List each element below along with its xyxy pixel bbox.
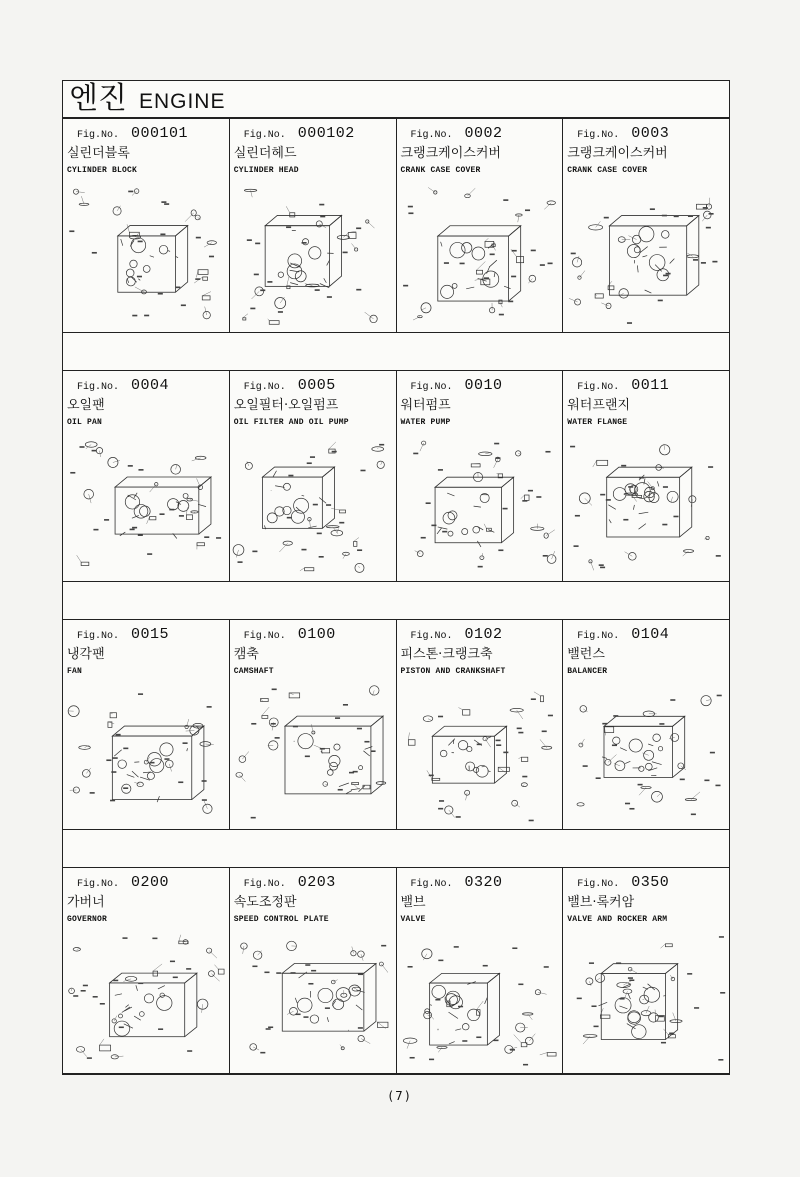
figure-cell[interactable] [397, 620, 564, 829]
part-name-korean: 냉각팬 [67, 647, 105, 662]
figure-number: 0015 [131, 626, 170, 643]
part-name-english: OIL FILTER AND OIL PUMP [233, 418, 349, 427]
part-name-english: VALVE [400, 915, 426, 924]
figure-cell[interactable] [63, 868, 230, 1073]
part-name-english: FAN [67, 667, 83, 676]
exploded-parts-diagram [399, 682, 561, 827]
figure-row [63, 370, 729, 582]
figure-number-line [244, 374, 392, 394]
figure-cell[interactable] [230, 620, 397, 829]
figure-cell[interactable] [63, 620, 230, 829]
exploded-parts-diagram [399, 930, 561, 1071]
part-name-korean: 크랭크케이스커버 [567, 146, 668, 161]
fig-label: Fig.No. [243, 631, 286, 642]
figure-number: 0102 [464, 626, 503, 643]
exploded-parts-diagram [65, 181, 227, 330]
figure-number-line [411, 374, 559, 394]
part-name-korean: 워터프랜지 [567, 398, 631, 413]
figure-cell[interactable] [563, 371, 729, 581]
part-name-korean: 워터펌프 [400, 398, 451, 413]
exploded-parts-diagram [565, 433, 727, 579]
page-number: (7) [388, 1089, 412, 1103]
figure-number: 000101 [131, 125, 189, 142]
section-header [63, 81, 729, 118]
figure-cell[interactable] [563, 868, 729, 1073]
part-name-english: GOVERNOR [67, 915, 108, 924]
figure-number-line [77, 871, 225, 891]
fig-label: Fig.No. [410, 879, 453, 890]
figure-number: 0320 [464, 874, 503, 891]
figure-number: 0011 [631, 377, 670, 394]
exploded-parts-diagram [399, 181, 561, 330]
figure-number-line [244, 623, 392, 643]
figure-cell[interactable] [230, 371, 397, 581]
part-name-korean: 크랭크케이스커버 [400, 146, 501, 161]
fig-label: Fig.No. [410, 631, 453, 642]
figure-number-line [411, 623, 559, 643]
figure-cell[interactable] [63, 371, 230, 581]
exploded-parts-diagram [399, 433, 561, 579]
figure-number: 0005 [297, 377, 336, 394]
figure-number-line [577, 122, 725, 142]
exploded-parts-diagram [565, 181, 727, 330]
figure-cell[interactable] [563, 620, 729, 829]
figure-number: 0100 [297, 626, 336, 643]
exploded-parts-diagram [232, 433, 394, 579]
figure-cell[interactable] [563, 119, 729, 332]
part-name-korean: 가버너 [67, 895, 105, 910]
figure-number-line [577, 623, 725, 643]
figure-number-line [577, 871, 725, 891]
fig-label: Fig.No. [77, 382, 120, 393]
figure-number: 0003 [631, 125, 670, 142]
fig-label: Fig.No. [577, 130, 620, 141]
figure-number: 0004 [131, 377, 170, 394]
exploded-parts-diagram [232, 181, 394, 330]
figure-cell[interactable] [397, 371, 564, 581]
figure-number-line [577, 374, 725, 394]
figure-number: 0002 [464, 125, 503, 142]
figure-number-line [77, 122, 225, 142]
part-name-english: PISTON AND CRANKSHAFT [400, 667, 506, 676]
section-title-korean: 엔진 [69, 81, 127, 116]
fig-label: Fig.No. [77, 879, 120, 890]
part-name-english: CRANK CASE COVER [567, 166, 648, 175]
figure-row [63, 619, 729, 830]
part-name-english: OIL PAN [67, 418, 103, 427]
part-name-english: WATER PUMP [400, 418, 451, 427]
figure-cell[interactable] [63, 119, 230, 332]
section-title-english: ENGINE [138, 90, 226, 113]
part-name-english: WATER FLANGE [567, 418, 628, 427]
fig-label: Fig.No. [77, 130, 120, 141]
figure-number: 0350 [631, 874, 670, 891]
exploded-parts-diagram [565, 930, 727, 1071]
part-name-english: BALANCER [567, 667, 608, 676]
figure-number-line [411, 122, 559, 142]
part-name-english: SPEED CONTROL PLATE [233, 915, 329, 924]
figure-number: 0203 [297, 874, 336, 891]
part-name-korean: 밸브 [400, 895, 426, 910]
fig-label: Fig.No. [410, 382, 453, 393]
part-name-english: CYLINDER HEAD [233, 166, 299, 175]
fig-label: Fig.No. [577, 879, 620, 890]
exploded-parts-diagram [232, 682, 394, 827]
figure-number: 0200 [131, 874, 170, 891]
figure-number-line [244, 871, 392, 891]
figure-number-line [244, 122, 392, 142]
figure-number-line [411, 871, 559, 891]
part-name-korean: 오일필터·오일펌프 [233, 398, 339, 413]
exploded-parts-diagram [65, 433, 227, 579]
exploded-parts-diagram [65, 930, 227, 1071]
part-name-korean: 실린더블록 [67, 146, 130, 161]
catalog-page [62, 80, 730, 1075]
figure-cell[interactable] [397, 119, 564, 332]
part-name-korean: 실린더헤드 [233, 146, 297, 161]
part-name-english: CAMSHAFT [233, 667, 274, 676]
part-name-korean: 밸브·록커암 [567, 895, 635, 910]
figure-number-line [77, 374, 225, 394]
exploded-parts-diagram [565, 682, 727, 827]
part-name-korean: 속도조정판 [233, 895, 297, 910]
fig-label: Fig.No. [577, 631, 620, 642]
fig-label: Fig.No. [243, 879, 286, 890]
part-name-korean: 오일팬 [67, 398, 105, 413]
fig-label: Fig.No. [577, 382, 620, 393]
fig-label: Fig.No. [243, 130, 286, 141]
figure-cell[interactable] [397, 868, 564, 1073]
fig-label: Fig.No. [243, 382, 286, 393]
exploded-parts-diagram [65, 682, 227, 827]
part-name-english: CYLINDER BLOCK [67, 166, 138, 175]
fig-label: Fig.No. [410, 130, 453, 141]
figure-row [63, 867, 729, 1074]
figure-number: 0104 [631, 626, 670, 643]
figure-row [63, 118, 729, 333]
part-name-korean: 밸런스 [567, 647, 605, 662]
part-name-english: CRANK CASE COVER [400, 166, 481, 175]
figure-cell[interactable] [230, 868, 397, 1073]
figure-number: 0010 [464, 377, 503, 394]
fig-label: Fig.No. [77, 631, 120, 642]
exploded-parts-diagram [232, 930, 394, 1071]
figure-number: 000102 [297, 125, 355, 142]
figure-number-line [77, 623, 225, 643]
figure-cell[interactable] [230, 119, 397, 332]
part-name-english: VALVE AND ROCKER ARM [567, 915, 668, 924]
part-name-korean: 피스톤·크랭크축 [400, 647, 493, 662]
part-name-korean: 캠축 [233, 647, 259, 662]
